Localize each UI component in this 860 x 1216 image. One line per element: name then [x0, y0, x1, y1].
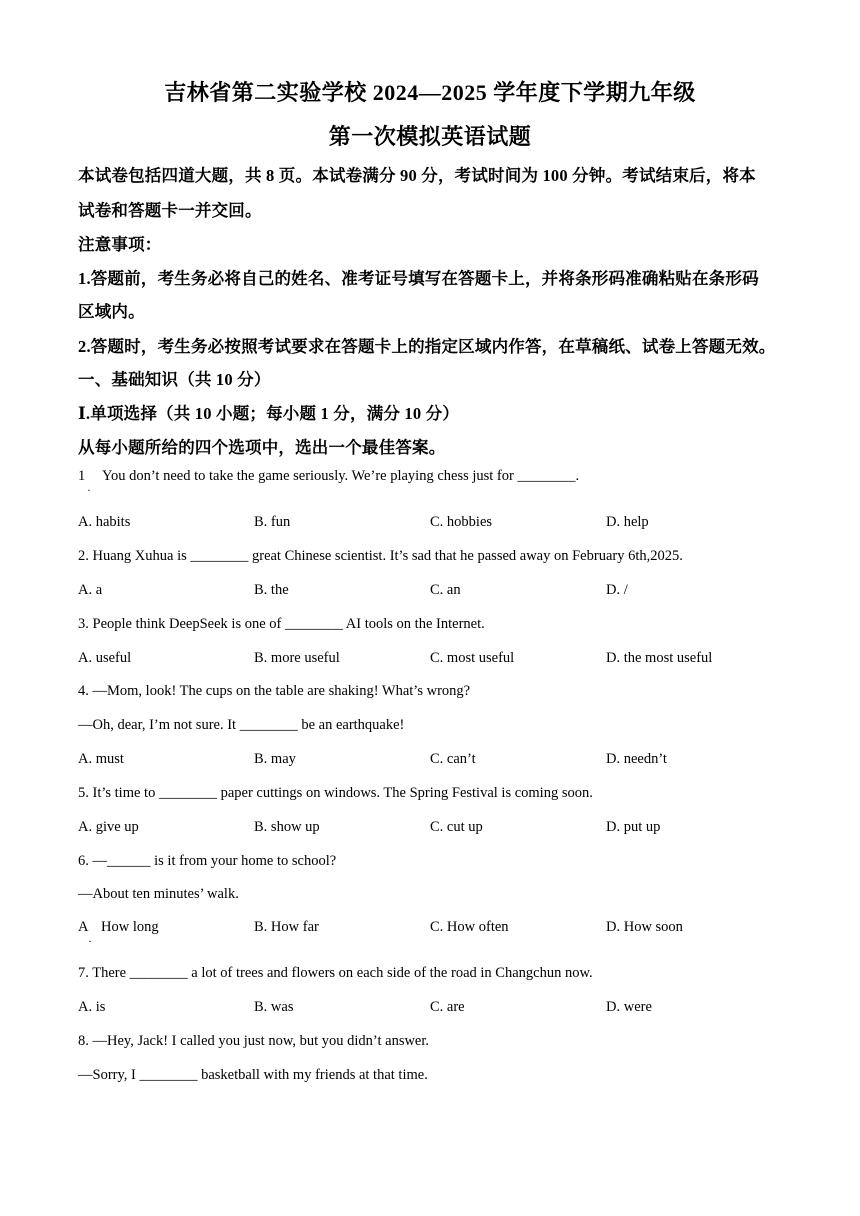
- exam-title-line1: 吉林省第二实验学校 2024—2025 学年度下学期九年级: [164, 80, 696, 105]
- option-a[interactable]: A. must: [78, 751, 124, 767]
- note1-line2: 区域内。: [78, 302, 145, 321]
- dot-mark: ·: [87, 483, 91, 497]
- option-b[interactable]: B. show up: [254, 819, 320, 835]
- dot-mark: ·: [88, 934, 92, 948]
- option-a-text[interactable]: How long: [101, 919, 159, 935]
- note2: 2.答题时，考生务必按照考试要求在答题卡上的指定区域内作答，在草稿纸、试卷上答题无效。: [78, 337, 776, 356]
- option-d[interactable]: D. help: [606, 514, 649, 530]
- question-text: You don’t need to take the game seriously. We’re playing chess just for ________.: [101, 468, 580, 484]
- option-b[interactable]: B. the: [254, 582, 289, 598]
- option-d[interactable]: D. were: [606, 999, 652, 1015]
- option-c[interactable]: C. an: [430, 582, 461, 598]
- option-b[interactable]: B. was: [254, 999, 294, 1015]
- option-a[interactable]: A. is: [78, 999, 106, 1015]
- question-5: 5. It’s time to ________ paper cuttings on windows. The Spring Festival is coming soon.: [78, 785, 593, 801]
- option-c[interactable]: C. most useful: [430, 650, 515, 666]
- notes-title: 注意事项：: [78, 235, 162, 254]
- question-2: 2. Huang Xuhua is ________ great Chinese scientist. It’s sad that he passed away on February 6th,2025.: [78, 548, 683, 564]
- exam-title-line2: 第一次模拟英语试题: [328, 124, 532, 149]
- option-c[interactable]: C. cut up: [430, 819, 483, 835]
- option-b[interactable]: B. may: [254, 751, 296, 767]
- question-6: 6. —______ is it from your home to school?: [78, 853, 337, 869]
- option-d[interactable]: D. /: [606, 582, 628, 598]
- part-title: 一、基础知识（共 10 分）: [78, 370, 271, 389]
- option-c[interactable]: C. hobbies: [430, 514, 493, 530]
- question-8: 8. —Hey, Jack! I called you just now, but you didn’t answer.: [78, 1033, 430, 1049]
- option-b[interactable]: B. How far: [254, 919, 319, 935]
- option-a[interactable]: A. useful: [78, 650, 132, 666]
- option-c[interactable]: C. How often: [430, 919, 509, 935]
- question-7: 7. There ________ a lot of trees and flowers on each side of the road in Changchun now.: [78, 965, 593, 981]
- note1-line1: 1.答题前，考生务必将自己的姓名、准考证号填写在答题卡上，并将条形码准确粘贴在条形码: [78, 269, 759, 288]
- option-d[interactable]: D. put up: [606, 819, 661, 835]
- intro-line2: 试卷和答题卡一并交回。: [78, 201, 262, 220]
- sub-title: Ⅰ.单项选择（共 10 小题；每小题 1 分，满分 10 分）: [78, 404, 460, 423]
- question-1: [78, 468, 579, 485]
- option-a-letter[interactable]: A: [78, 919, 89, 935]
- intro-line1: 本试卷包括四道大题，共 8 页。本试卷满分 90 分，考试时间为 100 分钟。考试结束后，将本: [78, 166, 756, 185]
- question-8-reply: —Sorry, I ________ basketball with my friends at that time.: [78, 1067, 428, 1083]
- option-d[interactable]: D. the most useful: [606, 650, 713, 666]
- option-d[interactable]: D. How soon: [606, 919, 683, 935]
- option-d[interactable]: D. needn’t: [606, 751, 667, 767]
- question-6-reply: —About ten minutes’ walk.: [78, 886, 239, 902]
- option-b[interactable]: B. more useful: [254, 650, 340, 666]
- question-4-reply: —Oh, dear, I’m not sure. It ________ be an earthquake!: [78, 717, 405, 733]
- option-b[interactable]: B. fun: [254, 514, 291, 530]
- option-c[interactable]: C. are: [430, 999, 465, 1015]
- question-number: 1: [78, 468, 86, 484]
- option-a[interactable]: A. a: [78, 582, 103, 598]
- option-a[interactable]: A. habits: [78, 514, 131, 530]
- instruction: 从每小题所给的四个选项中，选出一个最佳答案。: [78, 438, 446, 457]
- question-3: 3. People think DeepSeek is one of ________ AI tools on the Internet.: [78, 616, 485, 632]
- option-a[interactable]: A. give up: [78, 819, 139, 835]
- question-4: 4. —Mom, look! The cups on the table are shaking! What’s wrong?: [78, 683, 471, 699]
- option-c[interactable]: C. can’t: [430, 751, 476, 767]
